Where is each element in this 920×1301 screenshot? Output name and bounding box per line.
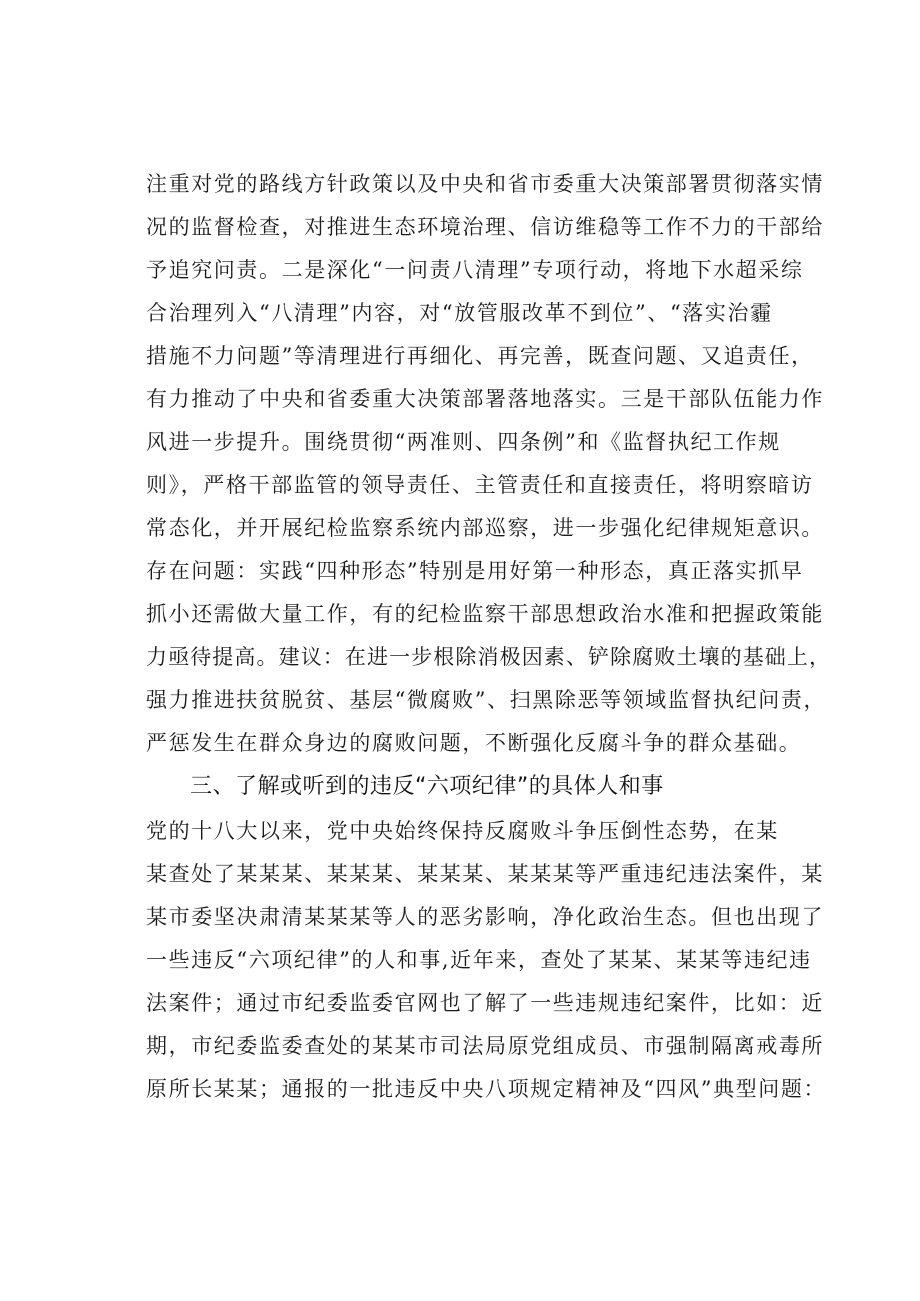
paragraph-line: 有力推动了中央和省委重大决策部署落地落实。三是干部队伍能力作 xyxy=(146,387,824,411)
paragraph-line: 强力推进扶贫脱贫、基层“微腐败”、扫黑除恶等领域监督执纪问责， xyxy=(146,688,827,712)
paragraph-line: 一些违反“六项纪律”的人和事,近年来，查处了某某、某某等违纪违 xyxy=(146,948,812,972)
paragraph-line: 法案件；通过市纪委监委官网也了解了一些违规违纪案件，比如：近 xyxy=(146,991,824,1015)
paragraph-line: 风进一步提升。围绕贯彻“两准则、四条例”和《监督执纪工作规 xyxy=(146,430,781,454)
paragraph-line: 存在问题：实践“四种形态”特别是用好第一种形态，真正落实抓早 xyxy=(146,559,804,583)
paragraph-line: 严惩发生在群众身边的腐败问题，不断强化反腐斗争的群众基础。 xyxy=(146,731,802,755)
paragraph-line: 予追究问责。二是深化“一问责八清理”专项行动，将地下水超采综 xyxy=(146,258,804,282)
paragraph-line: 合治理列入“八清理”内容，对“放管服改革不到位”、“落实治霾 xyxy=(146,301,773,325)
paragraph-line: 某查处了某某某、某某某、某某某、某某某等严重违纪违法案件，某 xyxy=(146,862,824,886)
paragraph-line: 党的十八大以来，党中央始终保持反腐败斗争压倒性态势，在某 xyxy=(146,819,779,843)
paragraph-line: 抓小还需做大量工作，有的纪检监察干部思想政治水准和把握政策能 xyxy=(146,602,824,626)
paragraph-line: 措施不力问题”等清理进行再细化、再完善，既查问题、又追责任， xyxy=(146,344,814,368)
section-heading: 三、了解或听到的违反“六项纪律”的具体人和事 xyxy=(190,774,664,799)
paragraph-line: 常态化，并开展纪检监察系统内部巡察，进一步强化纪律规矩意识。 xyxy=(146,516,824,540)
paragraph-line: 某市委坚决肃清某某某等人的恶劣影响，净化政治生态。但也出现了 xyxy=(146,905,824,929)
paragraph-line: 则》，严格干部监管的领导责任、主管责任和直接责任，将明察暗访 xyxy=(146,473,814,497)
paragraph-line: 期，市纪委监委查处的某某市司法局原党组成员、市强制隔离戒毒所 xyxy=(146,1034,824,1058)
paragraph-line: 注重对党的路线方针政策以及中央和省市委重大决策部署贯彻落实情 xyxy=(146,172,824,196)
paragraph-line: 况的监督检查，对推进生态环境治理、信访维稳等工作不力的干部给 xyxy=(146,215,824,239)
paragraph-line: 原所长某某；通报的一批违反中央八项规定精神及“四风”典型问题： xyxy=(146,1077,827,1101)
paragraph-line: 力亟待提高。建议：在进一步根除消极因素、铲除腐败土壤的基础上， xyxy=(146,645,832,669)
